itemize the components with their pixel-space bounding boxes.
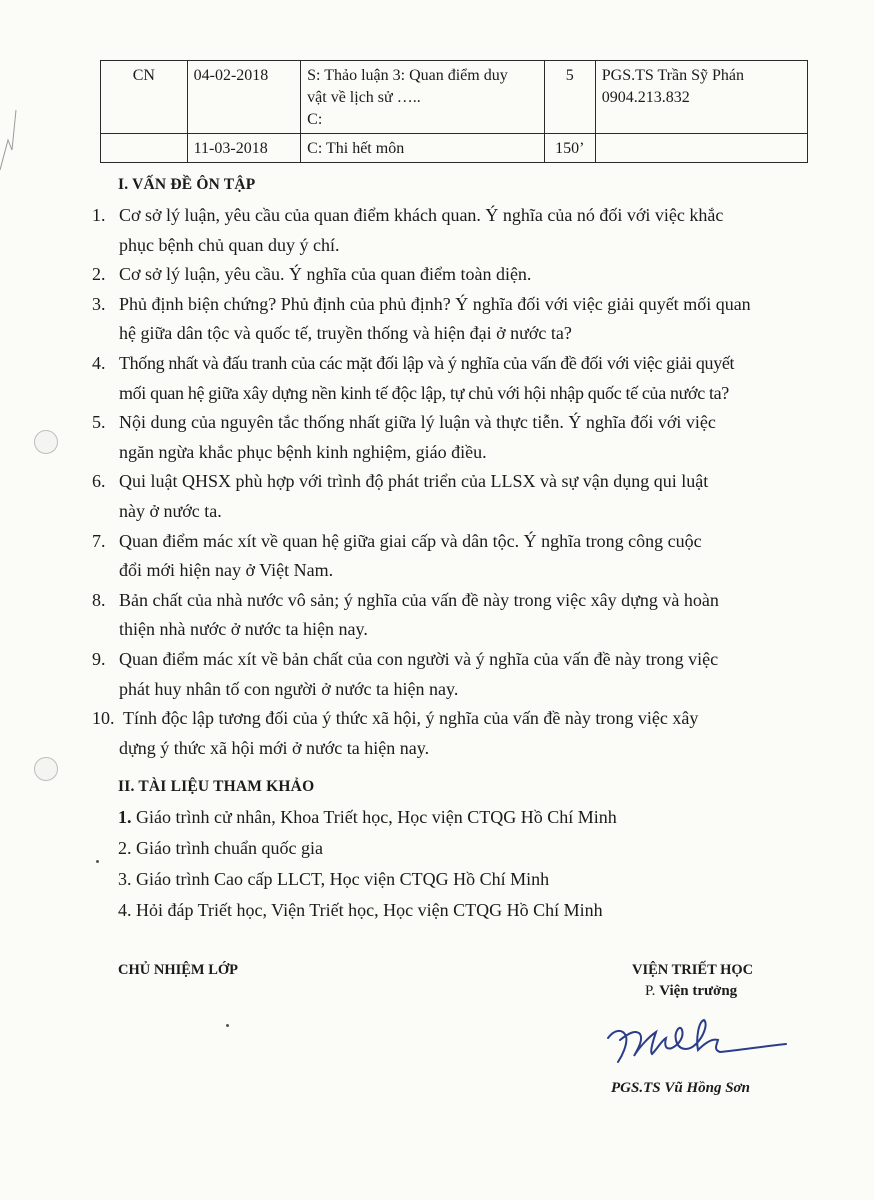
- item-line: đổi mới hiện nay ở Việt Nam.: [119, 560, 334, 581]
- list-item: [92, 349, 792, 408]
- lecturer-phone: 0904.213.832: [601, 89, 690, 106]
- cell-lecturer: [595, 61, 807, 134]
- review-issue-list: [92, 201, 792, 763]
- cell-content: [301, 61, 545, 134]
- lecturer-name: PGS.TS Trần Sỹ Phán: [601, 67, 745, 84]
- table-row: [101, 61, 808, 134]
- content-line: C:: [307, 111, 323, 128]
- cell-lecturer: [595, 134, 807, 163]
- speck: [96, 860, 99, 863]
- item-number: 7.: [92, 530, 106, 551]
- list-item: [118, 833, 617, 864]
- item-line: Quan điểm mác xít về bản chất của con người và ý nghĩa của vấn đề này trong việc: [119, 648, 719, 669]
- item-number: 5.: [92, 412, 106, 433]
- list-item: [92, 290, 792, 349]
- cell-content: C: Thi hết môn: [301, 134, 545, 163]
- cell-hours: 150’: [544, 134, 595, 163]
- item-number: 3.: [118, 869, 132, 889]
- item-number: 8.: [92, 589, 106, 610]
- item-number: 4.: [92, 352, 106, 373]
- item-line: này ở nước ta.: [119, 500, 222, 521]
- item-line: Phủ định biện chứng? Phủ định của phủ định? Ý nghĩa đối với việc giải quyết mối quan: [119, 293, 751, 314]
- item-line: phát huy nhân tố con người ở nước ta hiện nay.: [119, 678, 459, 699]
- item-number: 1.: [118, 807, 132, 827]
- item-line: Bản chất của nhà nước vô sản; ý nghĩa của vấn đề này trong việc xây dựng và hoàn: [119, 589, 719, 610]
- item-line: Qui luật QHSX phù hợp với trình độ phát triển của LLSX và sự vận dụng qui luật: [119, 471, 709, 492]
- list-item: [92, 260, 792, 290]
- schedule-table: [100, 60, 808, 163]
- signer-name: PGS.TS Vũ Hồng Sơn: [611, 1080, 750, 1096]
- signer-role-label: Viện trưởng: [659, 983, 738, 999]
- item-number: 9.: [92, 648, 106, 669]
- punch-hole: [34, 757, 58, 781]
- table-row: [101, 134, 808, 163]
- list-item: [92, 586, 792, 645]
- item-number: 1.: [92, 205, 106, 225]
- item-line: dựng ý thức xã hội mới ở nước ta hiện nay.: [119, 737, 430, 758]
- list-item: [92, 408, 792, 467]
- cell-hours: 5: [544, 61, 595, 134]
- list-item: [118, 895, 617, 926]
- list-item: [92, 645, 792, 704]
- item-line: Cơ sở lý luận, yêu cầu của quan điểm khách quan. Ý nghĩa của nó đối với việc khắc: [119, 205, 724, 225]
- handwritten-signature: [600, 1010, 790, 1070]
- item-number: 3.: [92, 293, 106, 314]
- reference-text: Hỏi đáp Triết học, Viện Triết học, Học viện CTQG Hồ Chí Minh: [136, 900, 603, 920]
- item-line: Tính độc lập tương đối của ý thức xã hội, ý nghĩa của vấn đề này trong việc xây: [123, 708, 699, 729]
- reference-text: Giáo trình Cao cấp LLCT, Học viện CTQG Hồ Chí Minh: [136, 869, 550, 889]
- item-line: Thống nhất và đấu tranh của các mặt đối lập và ý nghĩa của vấn đề đối với việc giải quyết: [119, 352, 735, 373]
- content-line: S: Thảo luận 3: Quan điểm duy: [307, 67, 508, 84]
- cell-date: 11-03-2018: [187, 134, 301, 163]
- item-line: ngăn ngừa khắc phục bệnh kinh nghiệm, giáo điều.: [119, 441, 487, 462]
- punch-hole: [34, 430, 58, 454]
- signer-role-prefix: P.: [645, 983, 660, 999]
- cell-day: CN: [101, 61, 188, 134]
- reference-text: Giáo trình cử nhân, Khoa Triết học, Học viện CTQG Hồ Chí Minh: [136, 807, 617, 827]
- section-title-references: II. TÀI LIỆU THAM KHẢO: [118, 778, 315, 795]
- reference-text: Giáo trình chuẩn quốc gia: [136, 838, 323, 858]
- item-line: thiện nhà nước ở nước ta hiện nay.: [119, 619, 368, 640]
- list-item: [92, 704, 792, 763]
- list-item: [118, 802, 617, 833]
- cell-day: [101, 134, 188, 163]
- item-number: 4.: [118, 900, 132, 920]
- list-item: [118, 864, 617, 895]
- speck: [226, 1024, 229, 1027]
- item-number: 2.: [118, 838, 132, 858]
- item-line: hệ giữa dân tộc và quốc tế, truyền thống và hiện đại ở nước ta?: [119, 323, 572, 344]
- reference-list: [118, 802, 617, 926]
- item-number: 2.: [92, 264, 106, 285]
- list-item: [92, 467, 792, 526]
- paper-tear-mark: [0, 0, 22, 180]
- item-line: Cơ sở lý luận, yêu cầu. Ý nghĩa của quan điểm toàn diện.: [119, 264, 532, 285]
- list-item: [92, 527, 792, 586]
- content-line: vật về lịch sử …..: [307, 89, 421, 106]
- item-number: 6.: [92, 471, 106, 492]
- cell-date: 04-02-2018: [187, 61, 301, 134]
- signer-role: [645, 983, 737, 1000]
- item-number: 10.: [92, 708, 115, 729]
- list-item: [92, 201, 792, 260]
- section-title-review: I. VẤN ĐỀ ÔN TẬP: [118, 176, 256, 193]
- item-line: phục bệnh chủ quan duy ý chí.: [119, 234, 340, 255]
- item-line: Quan điểm mác xít về quan hệ giữa giai cấp và dân tộc. Ý nghĩa trong công cuộc: [119, 530, 702, 551]
- institute-title: VIỆN TRIẾT HỌC: [632, 962, 754, 978]
- class-head-title: CHỦ NHIỆM LỚP: [118, 962, 239, 978]
- item-line: Nội dung của nguyên tắc thống nhất giữa lý luận và thực tiễn. Ý nghĩa đối với việc: [119, 412, 716, 433]
- item-line: mối quan hệ giữa xây dựng nền kinh tế độc lập, tự chủ với hội nhập quốc tế của nước ta?: [119, 382, 729, 403]
